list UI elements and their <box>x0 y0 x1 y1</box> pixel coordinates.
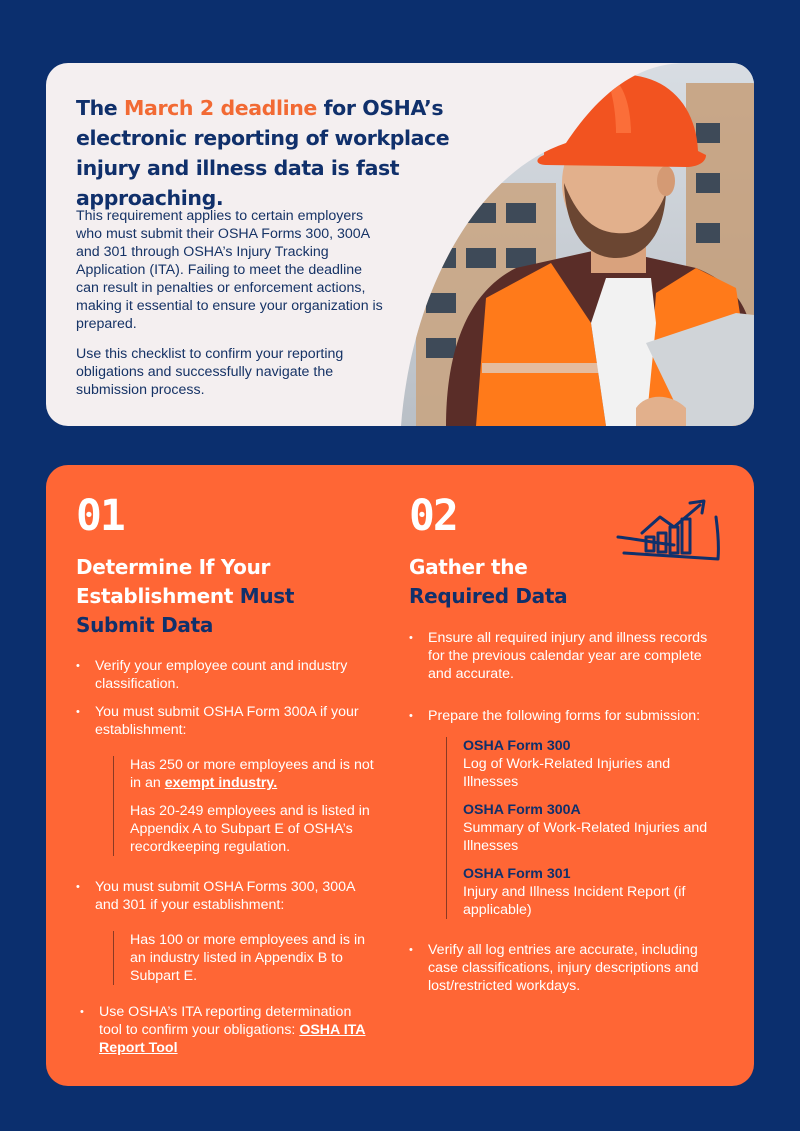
sub-list <box>113 756 376 856</box>
section-title-determine <box>76 553 376 640</box>
list-item <box>409 941 709 995</box>
sub-item <box>130 756 376 792</box>
section-title-navy: Must Submit Data <box>76 584 295 637</box>
form-description: Injury and Illness Incident Report (if applicable) <box>463 884 686 918</box>
intro-paragraph-1: This requirement applies to certain employers who must submit their OSHA Forms 300, 300A and 301 through OSHA’s Injury Tracking Application (ITA). Failing to meet the deadline can result in penalties or enforcement actions, making it essential to ensure your organization is prepared. <box>76 208 383 332</box>
headline-before: The <box>76 96 125 120</box>
checklist-card <box>46 465 754 1086</box>
determine-list <box>76 657 376 1057</box>
intro-paragraph-2: Use this checklist to confirm your reporting obligations and successfully navigate the submission process. <box>76 346 344 398</box>
headline-after: for OSHA’s electronic reporting of workplace injury and illness data is fast approaching. <box>76 96 450 210</box>
list-item-text: Prepare the following forms for submission: <box>428 708 701 724</box>
sub-list <box>113 931 376 985</box>
intro-card <box>46 63 754 426</box>
list-item-text: Verify your employee count and industry classification. <box>95 658 348 692</box>
section-number-02: 02 <box>409 491 457 541</box>
form-title: OSHA Form 300 <box>463 738 571 754</box>
list-item-text: You must submit OSHA Form 300A if your establishment: <box>95 704 359 738</box>
sub-item-text: Has 250 or more employees and is not in an <box>130 757 374 791</box>
form-title: OSHA Form 301 <box>463 866 571 882</box>
exempt-industry-link[interactable]: exempt industry. <box>164 775 278 791</box>
list-item-text: Ensure all required injury and illness records for the previous calendar year are complete and accurate. <box>428 630 708 682</box>
section-title-gather <box>409 553 567 611</box>
list-item-text: Use OSHA’s ITA reporting determination tool to confirm your obligations: <box>99 1004 352 1038</box>
osha-ita-report-tool-link[interactable]: OSHA ITA Report Tool <box>99 1022 366 1056</box>
section-title-white: Gather the <box>409 555 528 579</box>
form-description: Log of Work-Related Injuries and Illnesses <box>463 756 671 790</box>
section-number-01: 01 <box>76 491 124 541</box>
section-title-navy: Required Data <box>409 584 568 608</box>
intro-text <box>76 207 388 399</box>
list-item <box>76 657 376 693</box>
list-item <box>409 707 709 919</box>
list-item-text: Verify all log entries are accurate, including case classifications, injury descriptions and lost/restricted workdays. <box>428 942 699 994</box>
growth-chart-icon <box>616 497 724 565</box>
section-title-white: Determine If Your Establishment <box>76 555 271 608</box>
list-item <box>76 878 376 985</box>
deadline-highlight: March 2 deadline <box>124 96 317 120</box>
form-title: OSHA Form 300A <box>463 802 581 818</box>
sub-item: Has 100 or more employees and is in an industry listed in Appendix B to Subpart E. <box>130 932 366 984</box>
list-item-text: You must submit OSHA Forms 300, 300A and 301 if your establishment: <box>95 879 355 913</box>
forms-list <box>446 737 709 919</box>
list-item <box>409 629 709 683</box>
list-item <box>80 1003 376 1057</box>
form-description: Summary of Work-Related Injuries and Illnesses <box>463 820 708 854</box>
list-item <box>76 703 376 856</box>
sub-item: Has 20-249 employees and is listed in Appendix A to Subpart E of OSHA’s recordkeeping regulation. <box>130 803 370 855</box>
headline <box>76 93 496 213</box>
gather-list <box>409 629 709 995</box>
